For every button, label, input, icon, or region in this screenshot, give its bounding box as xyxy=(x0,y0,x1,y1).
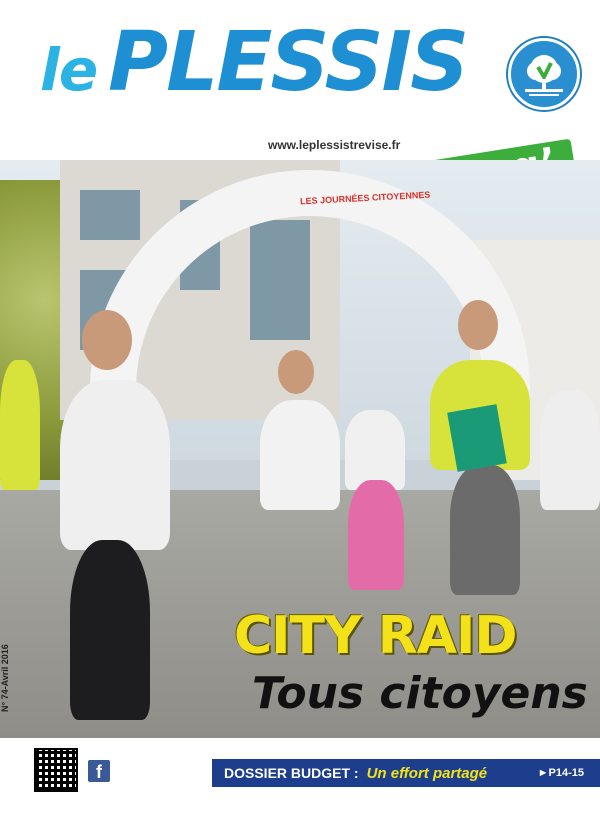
runner xyxy=(260,400,340,510)
runner xyxy=(450,465,520,595)
runner xyxy=(345,410,405,490)
runner-head xyxy=(82,310,132,370)
runner xyxy=(348,480,404,590)
runner-head xyxy=(458,300,498,350)
dossier-page: ►P14-15 xyxy=(537,767,584,779)
title-prefix: le xyxy=(40,36,98,104)
dossier-title: Un effort partagé xyxy=(366,764,488,782)
dossier-banner[interactable] xyxy=(212,759,600,787)
city-logo-icon xyxy=(508,38,580,110)
masthead xyxy=(0,0,600,160)
runner xyxy=(70,540,150,720)
facebook-icon[interactable]: f xyxy=(88,760,110,782)
website-url[interactable]: www.leplessistrevise.fr xyxy=(268,138,401,152)
issue-number: N° 74-Avril 2016 xyxy=(0,644,10,712)
green-folder xyxy=(447,404,507,472)
qr-code-icon[interactable] xyxy=(34,748,78,792)
arch-banner-text: LES JOURNÉES CITOYENNES xyxy=(299,189,431,207)
runner-head xyxy=(278,350,314,394)
runner xyxy=(540,390,600,510)
dossier-label: DOSSIER BUDGET : xyxy=(224,765,359,781)
runner xyxy=(60,380,170,550)
runner xyxy=(0,360,40,490)
cover-subheadline: Tous citoyens xyxy=(252,668,588,719)
cover-headline: CITY RAID xyxy=(234,606,517,666)
magazine-title: PLESSIS xyxy=(108,15,468,110)
